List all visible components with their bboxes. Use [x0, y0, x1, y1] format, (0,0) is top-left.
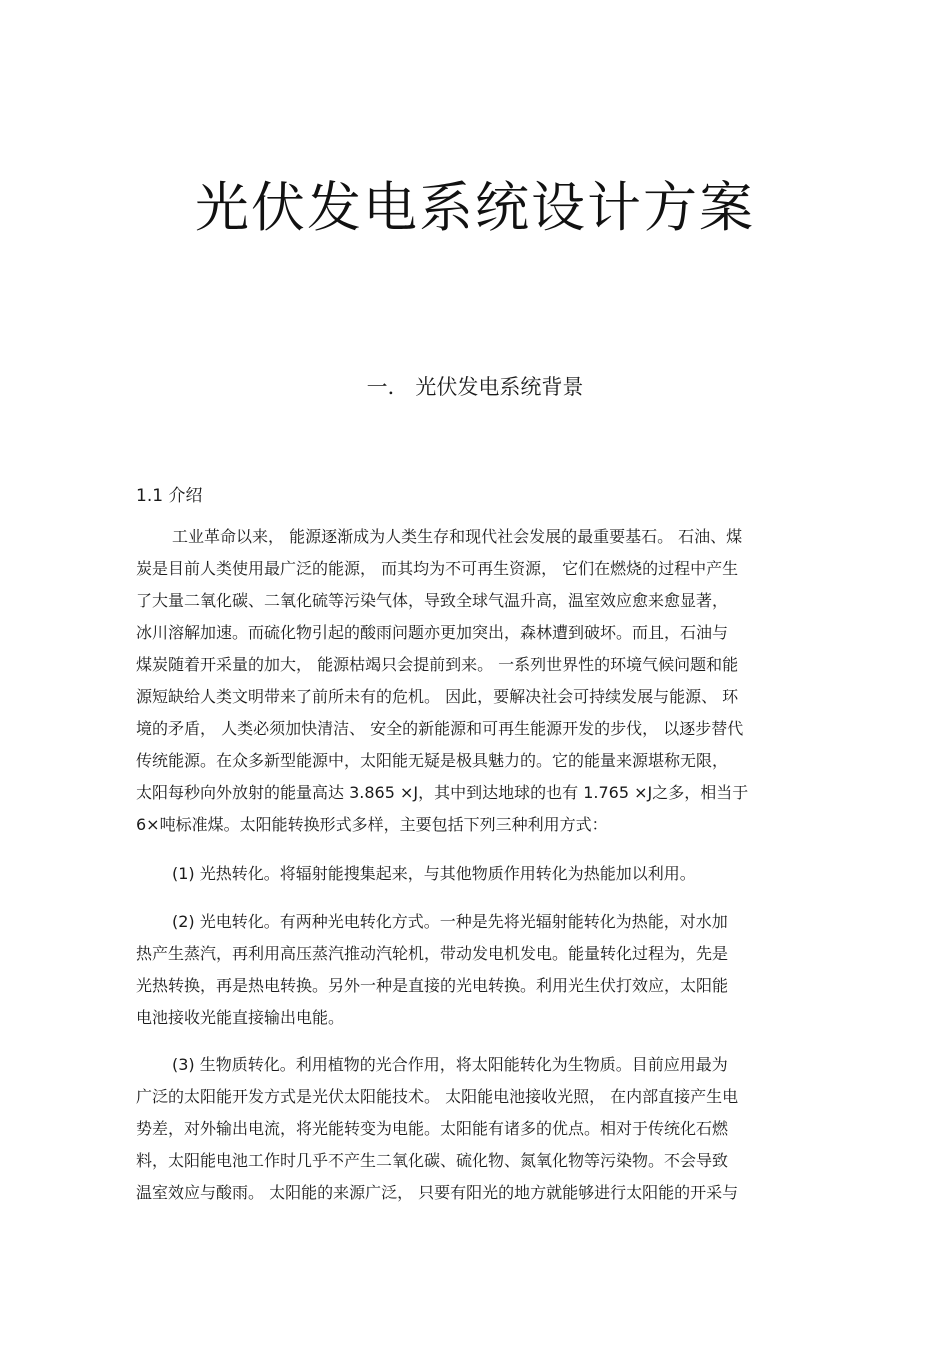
paragraph-line: 光热转换，再是热电转换。另外一种是直接的光电转换。利用光生伏打效应，太阳能 — [136, 976, 729, 995]
paragraph-line: 工业革命以来， 能源逐渐成为人类生存和现代社会发展的最重要基石。 石油、煤 — [172, 527, 743, 546]
paragraph-photothermal — [136, 858, 838, 890]
subsection-heading: 1.1 介绍 — [136, 486, 203, 506]
section-heading: 一． 光伏发电系统背景 — [366, 375, 584, 399]
paragraph-line: 料，太阳能电池工作时几乎不产生二氧化碳、硫化物、氮氧化物等污染物。不会导致 — [136, 1151, 729, 1170]
paragraph-line: 热产生蒸汽，再利用高压蒸汽推动汽轮机，带动发电机发电。能量转化过程为，先是 — [136, 944, 729, 963]
paragraph-line: 温室效应与酸雨。 太阳能的来源广泛， 只要有阳光的地方就能够进行太阳能的开采与 — [136, 1183, 739, 1202]
paragraph-line: 电池接收光能直接输出电能。 — [136, 1008, 345, 1027]
paragraph-line: 太阳每秒向外放射的能量高达 3.865 ×J，其中到达地球的也有 1.765 ×J之多，相当于 — [136, 783, 749, 802]
paragraph-line: 6×吨标准煤。太阳能转换形式多样，主要包括下列三种利用方式： — [136, 815, 608, 834]
paragraph-line: 势差，对外输出电流，将光能转变为电能。太阳能有诸多的优点。相对于传统化石燃 — [136, 1119, 729, 1138]
paragraph-line: 传统能源。在众多新型能源中，太阳能无疑是极具魅力的。它的能量来源堪称无限， — [136, 751, 729, 770]
paragraph-biomass — [136, 1049, 838, 1209]
paragraph-line: 源短缺给人类文明带来了前所未有的危机。 因此，要解决社会可持续发展与能源、 环 — [136, 687, 739, 706]
paragraph-line: (1) 光热转化。将辐射能搜集起来，与其他物质作用转化为热能加以利用。 — [172, 864, 696, 883]
paragraph-line: (2) 光电转化。有两种光电转化方式。一种是先将光辐射能转化为热能，对水加 — [172, 912, 728, 931]
paragraph-line: 了大量二氧化碳、二氧化硫等污染气体，导致全球气温升高，温室效应愈来愈显著， — [136, 591, 729, 610]
paragraph-line: 境的矛盾， 人类必须加快清洁、 安全的新能源和可再生能源开发的步伐， 以逐步替代 — [136, 719, 744, 738]
paragraph-line: 冰川溶解加速。而硫化物引起的酸雨问题亦更加突出，森林遭到破坏。而且，石油与 — [136, 623, 729, 642]
paragraph-line: (3) 生物质转化。利用植物的光合作用，将太阳能转化为生物质。目前应用最为 — [172, 1055, 728, 1074]
paragraph-intro — [136, 521, 838, 841]
paragraph-line: 煤炭随着开采量的加大， 能源枯竭只会提前到来。 一系列世界性的环境气候问题和能 — [136, 655, 739, 674]
paragraph-line: 炭是目前人类使用最广泛的能源， 而其均为不可再生资源， 它们在燃烧的过程中产生 — [136, 559, 739, 578]
paragraph-line: 广泛的太阳能开发方式是光伏太阳能技术。 太阳能电池接收光照， 在内部直接产生电 — [136, 1087, 739, 1106]
paragraph-photoelectric — [136, 906, 838, 1034]
document-title: 光伏发电系统设计方案 — [195, 176, 755, 239]
